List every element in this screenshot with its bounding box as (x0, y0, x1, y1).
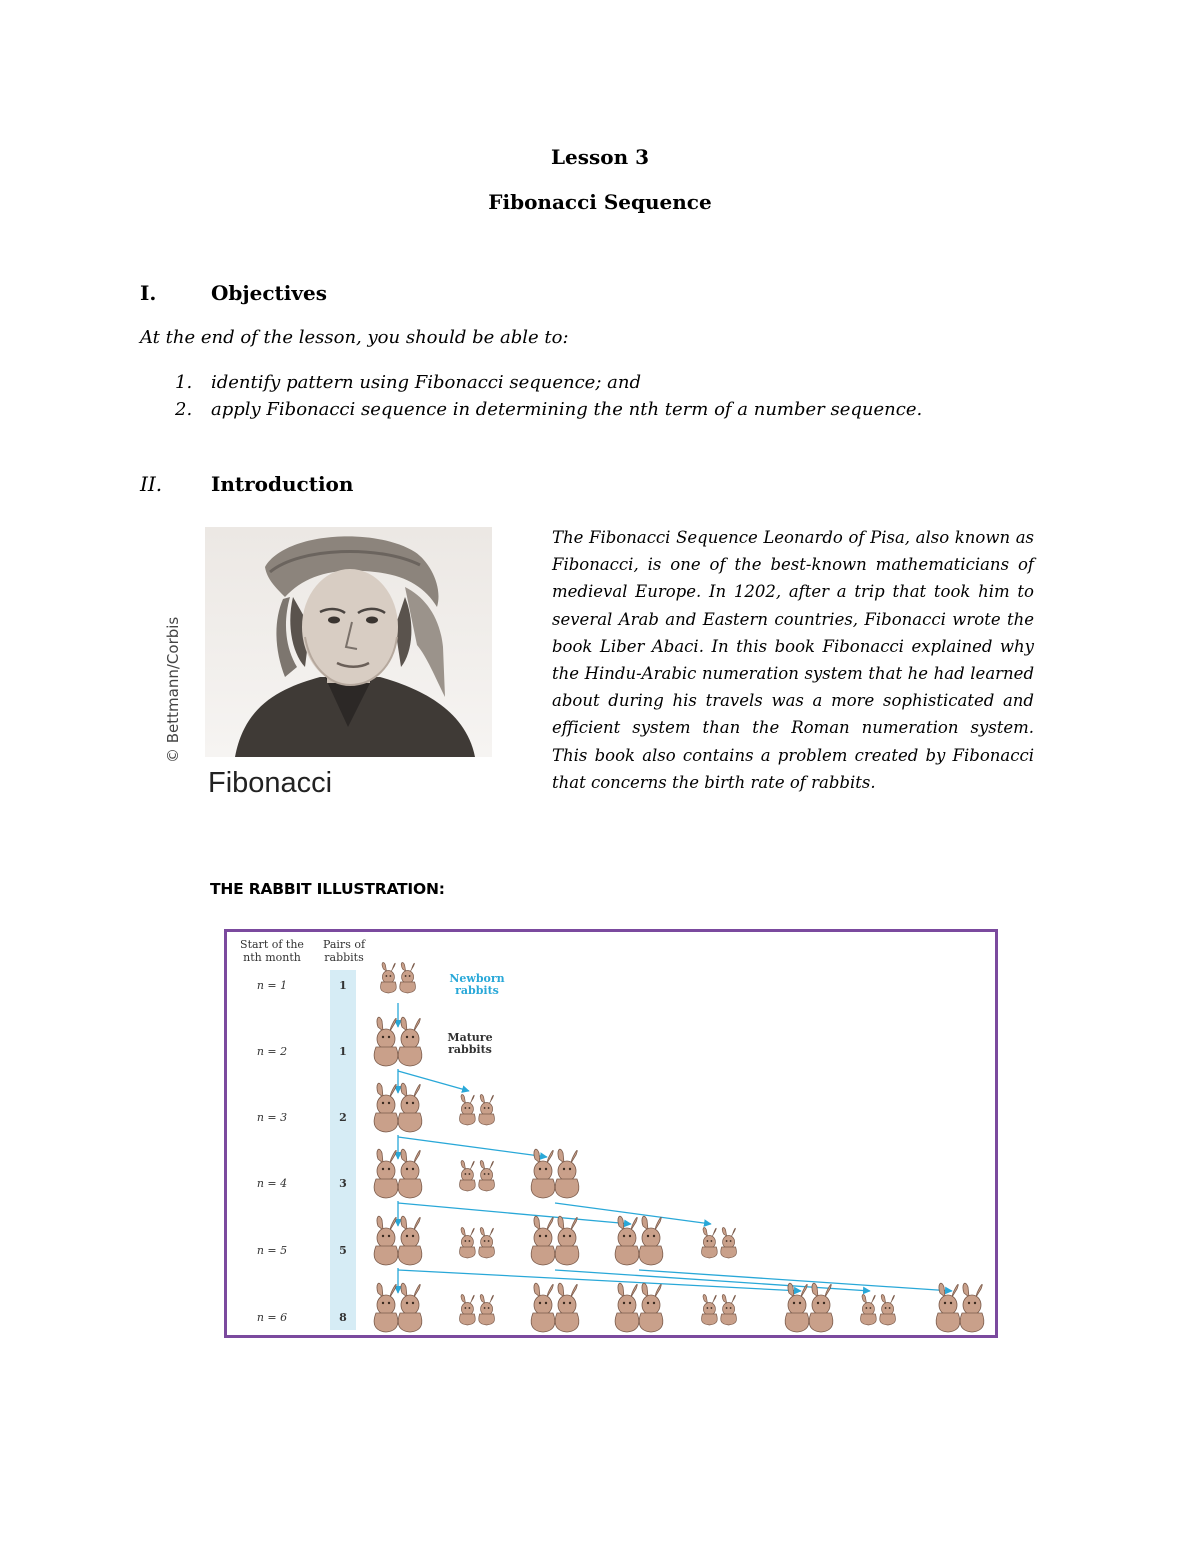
rabbit-diagram (227, 932, 995, 1335)
generation-arrow (555, 1203, 711, 1224)
row-month-label: n = 3 (256, 1111, 288, 1124)
generation-arrow (398, 1137, 547, 1157)
section-number-introduction: II. (140, 472, 163, 496)
row-pairs-value: 8 (339, 1311, 347, 1324)
section-title-introduction: Introduction (211, 472, 354, 496)
portrait-credit: © Bettmann/Corbis (164, 616, 182, 763)
newborn-rabbit-pair (381, 962, 416, 993)
newborn-rabbit-pair (460, 1094, 495, 1125)
lesson-number: Lesson 3 (550, 145, 650, 169)
newborn-rabbit-pair (460, 1160, 495, 1191)
objective-number: 2. (175, 399, 193, 420)
portrait-caption: Fibonacci (208, 767, 333, 799)
objective-item: apply Fibonacci sequence in determining the nth term of a number sequence. (211, 399, 923, 420)
row-month-label: n = 2 (256, 1045, 288, 1058)
newborn-rabbits-label: Newborn rabbits (449, 972, 505, 997)
objectives-lead: At the end of the lesson, you should be able to: (140, 327, 569, 348)
row-pairs-value: 1 (339, 979, 347, 992)
row-pairs-value: 5 (339, 1244, 347, 1257)
generation-arrow (398, 1071, 469, 1091)
lesson-title: Fibonacci Sequence (488, 190, 712, 214)
mature-rabbits-label: Mature rabbits (447, 1031, 493, 1056)
mature-rabbit-pair (531, 1283, 579, 1332)
fibonacci-portrait (164, 527, 492, 810)
newborn-rabbit-pair (460, 1294, 495, 1325)
generation-arrow (639, 1270, 952, 1291)
mature-rabbit-pair (936, 1283, 984, 1332)
newborn-rabbit-pair (702, 1294, 737, 1325)
objective-item: identify pattern using Fibonacci sequence; and (211, 372, 641, 393)
row-month-label: n = 1 (256, 979, 288, 992)
row-pairs-value: 3 (339, 1177, 347, 1190)
newborn-rabbit-pair (460, 1227, 495, 1258)
objective-number: 1. (175, 372, 193, 393)
mature-rabbit-pair (785, 1283, 833, 1332)
row-month-label: n = 6 (256, 1311, 288, 1324)
rabbit-illustration-heading: THE RABBIT ILLUSTRATION: (210, 880, 445, 898)
row-month-label: n = 4 (256, 1177, 288, 1190)
introduction-paragraph: The Fibonacci Sequence Leonardo of Pisa, also known as Fibonacci, is one of the best-known mathematicians of medieval Europe. In 1202, after a trip that took him to several Arab and Eastern countries, Fibonacci wrote the book Liber Abaci. In this book Fibonacci explained why the Hindu-Arabic numeration system that he had learned about during his travels was a more sophisticated and efficient system than the Roman numeration system. This book also contains a problem created by Fibonacci that concerns the birth rate of rabbits. (552, 528, 1034, 792)
row-pairs-value: 2 (339, 1111, 347, 1124)
newborn-rabbit-pair (861, 1294, 896, 1325)
column-header-month: Start of the nth month (240, 938, 304, 964)
section-number-objectives: I. (140, 281, 157, 305)
mature-rabbit-pair (615, 1216, 663, 1265)
mature-rabbit-pair (531, 1149, 579, 1198)
generation-arrow (398, 1203, 631, 1224)
newborn-rabbit-pair (702, 1227, 737, 1258)
pairs-column (330, 970, 356, 1330)
rabbit-illustration-figure (224, 929, 998, 1338)
row-month-label: n = 5 (256, 1244, 288, 1257)
section-title-objectives: Objectives (211, 281, 327, 305)
row-pairs-value: 1 (339, 1045, 347, 1058)
mature-rabbit-pair (615, 1283, 663, 1332)
mature-rabbit-pair (531, 1216, 579, 1265)
column-header-pairs: Pairs of rabbits (322, 938, 366, 964)
